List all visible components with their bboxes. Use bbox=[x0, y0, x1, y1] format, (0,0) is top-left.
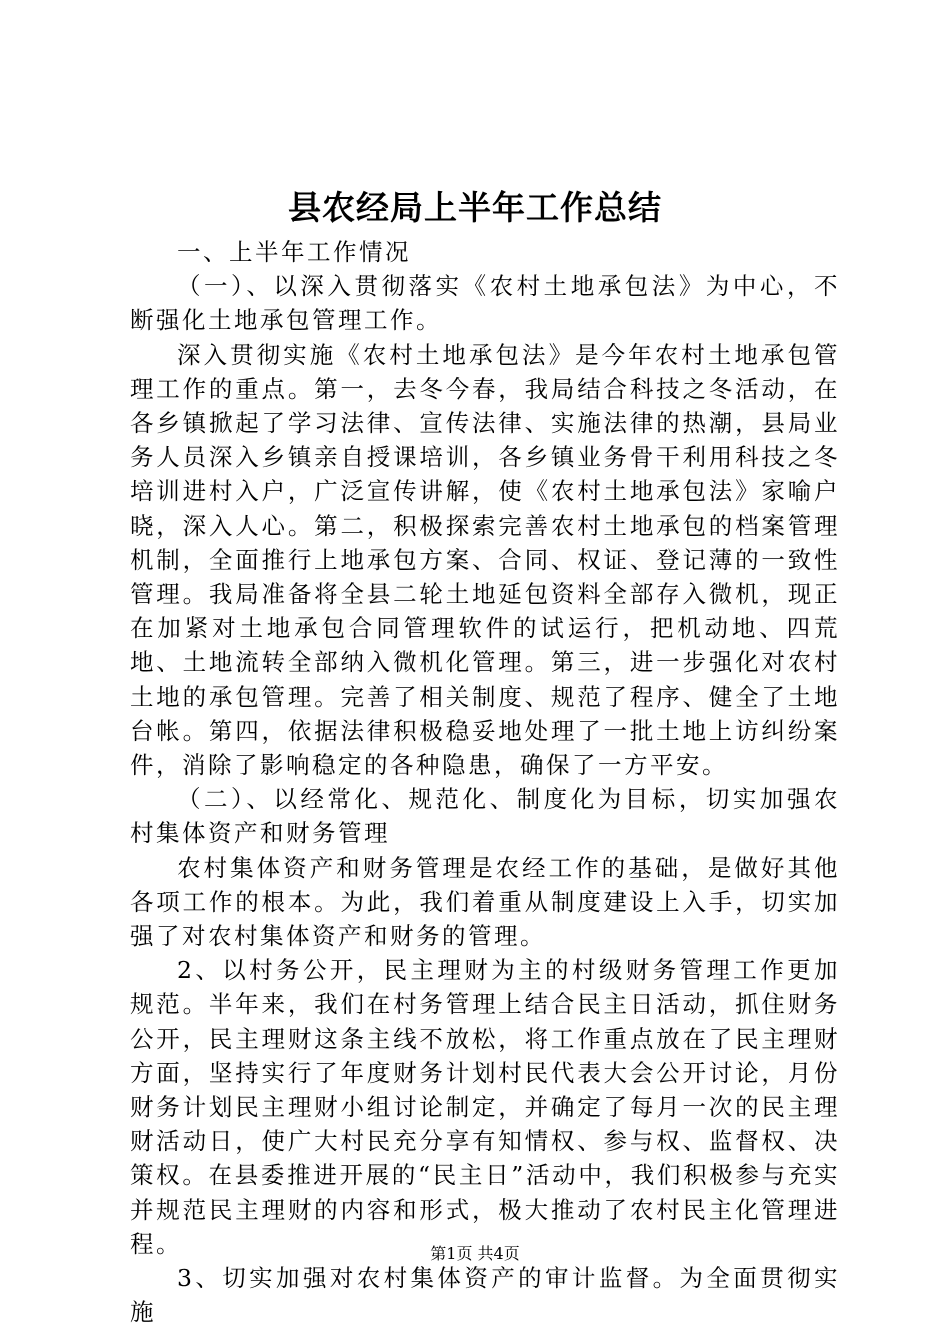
paragraph-asset-management: 农村集体资产和财务管理是农经工作的基础，是做好其他各项工作的根本。为此，我们着重从制度建设上入手，切实加强了对农村集体资产和财务的管理。 bbox=[130, 853, 840, 951]
page-footer: 第1页 共4页 bbox=[430, 1244, 520, 1263]
document-title: 县农经局上半年工作总结 bbox=[288, 188, 662, 227]
paragraph-land-contract: 深入贯彻实施《农村土地承包法》是今年农村土地承包管理工作的重点。第一，去冬今春，我局结合科技之冬活动，在各乡镇掀起了学习法律、宣传法律、实施法律的热潮，县局业务人员深入乡镇亲自授课培训，各乡镇业务骨干利用科技之冬培训进村入户，广泛宣传讲解，使《农村土地承包法》家喻户晓，深入人心。第二，积极探索完善农村土地承包的档案管理机制，全面推行上地承包方案、合同、权证、登记薄的一致性管理。我局准备将全县二轮土地延包资料全部存入微机，现正在加紧对土地承包合同管理软件的试运行，把机动地、四荒地、土地流转全部纳入微机化管理。第三，进一步强化对农村土地的承包管理。完善了相关制度、规范了程序、健全了土地台帐。第四，依据法律积极稳妥地处理了一批土地上访纠纷案件，消除了影响稳定的各种隐患，确保了一方平安。 bbox=[130, 340, 840, 780]
paragraph-audit-supervision: 3、切实加强对农村集体资产的审计监督。为全面贯彻实施 bbox=[130, 1264, 840, 1327]
paragraph-subheading-1: （一）、以深入贯彻落实《农村土地承包法》为中心，不断强化土地承包管理工作。 bbox=[130, 272, 840, 335]
paragraph-section-heading: 一、上半年工作情况 bbox=[177, 238, 411, 266]
paragraph-subheading-2: （二）、以经常化、规范化、制度化为目标，切实加强农村集体资产和财务管理 bbox=[130, 785, 840, 848]
paragraph-village-finance: 2、以村务公开，民主理财为主的村级财务管理工作更加规范。半年来，我们在村务管理上结合民主日活动，抓住财务公开，民主理财这条主线不放松，将工作重点放在了民主理财方面，坚持实行了年度财务计划村民代表大会公开讨论，月份财务计划民主理财小组讨论制定，并确定了每月一次的民主理财活动日，使广大村民充分享有知情权、参与权、监督权、决策权。在县委推进开展的“民主日”活动中，我们积极参与充实并规范民主理财的内容和形式，极大推动了农村民主化管理进程。 bbox=[130, 956, 840, 1258]
document-body bbox=[130, 235, 840, 1330]
